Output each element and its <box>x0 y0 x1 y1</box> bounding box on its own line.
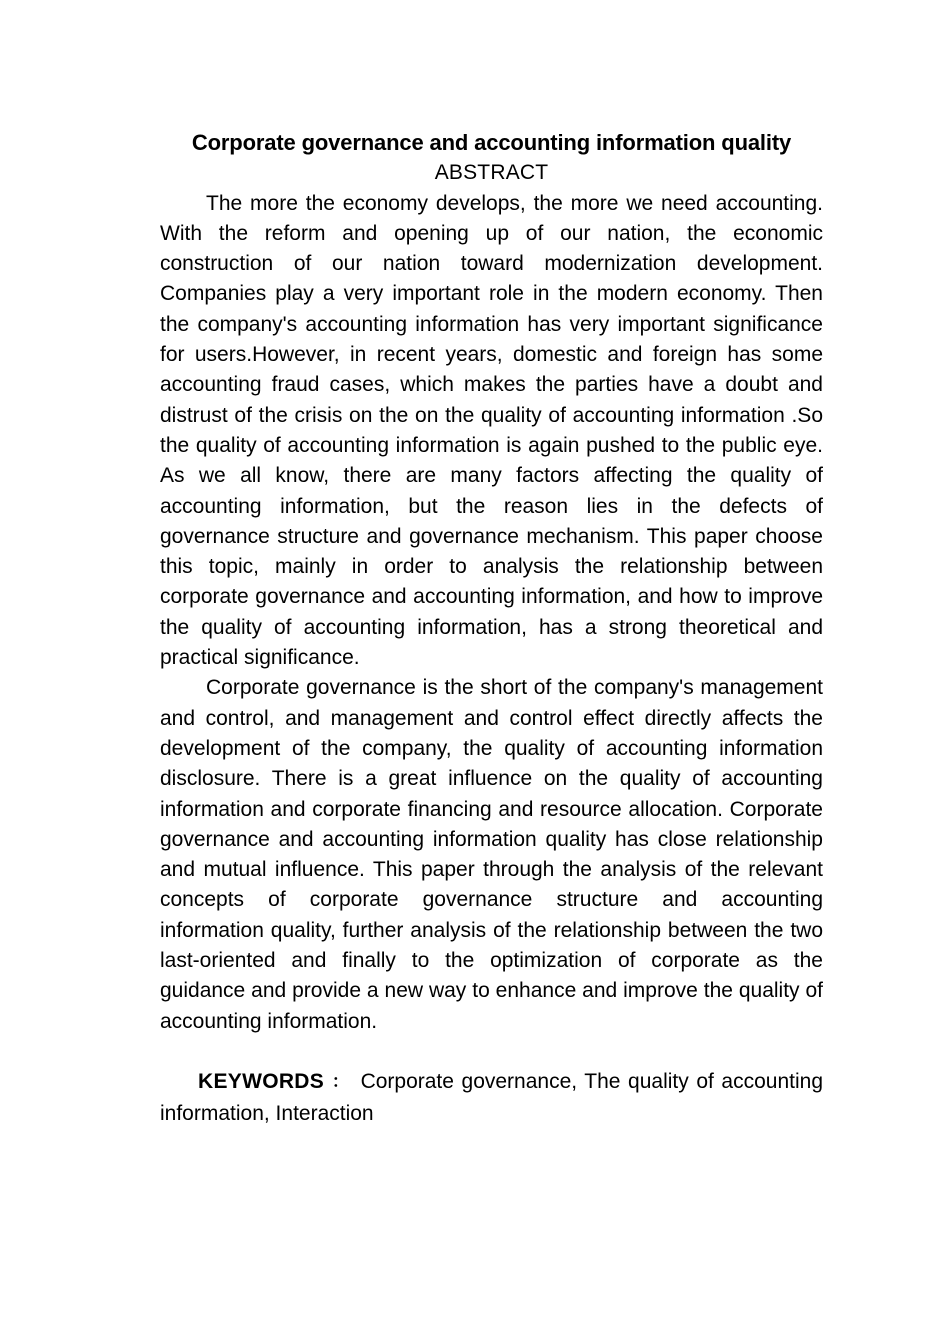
document-content <box>160 128 823 1129</box>
abstract-paragraph-2: Corporate governance is the short of the company's management and control, and management and control effect directly affects the development of the company, the quality of accounting information disclosure. There is a great influence on the quality of accounting information and corporate financing and resource allocation. Corporate governance and accounting information quality has close relationship and mutual influence. This paper through the analysis of the relevant concepts of corporate governance structure and accounting information quality, further analysis of the relationship between the two last-oriented and finally to the optimization of corporate as the guidance and provide a new way to enhance and improve the quality of accounting information. <box>160 676 823 1033</box>
page-title: Corporate governance and accounting information quality <box>191 130 792 155</box>
keywords-label: KEYWORDS <box>198 1070 325 1094</box>
abstract-heading: ABSTRACT <box>434 161 549 185</box>
paragraph-spacer <box>160 1037 823 1067</box>
abstract-paragraph-1: The more the economy develops, the more we need accounting. With the reform and opening up of our nation, the economic construction of our nation toward modernization development. Companies play a very important role in the modern economy. Then the company's accounting information has very important significance for users.However, in recent years, domestic and foreign has some accounting fraud cases, which makes the parties have a doubt and distrust of the crisis on the on the quality of accounting information .So the quality of accounting information is again pushed to the public eye. As we all know, there are many factors affecting the quality of accounting information, but the reason lies in the defects of governance structure and governance mechanism. This paper choose this topic, mainly in order to analysis the relationship between corporate governance and accounting information, and how to improve the quality of accounting information, has a strong theoretical and practical significance. <box>160 191 823 670</box>
keywords-value: Corporate governance, The quality of accounting information, Interaction <box>160 1070 823 1125</box>
keywords-colon: ： <box>330 1072 351 1092</box>
keywords-paragraph <box>160 1067 823 1129</box>
